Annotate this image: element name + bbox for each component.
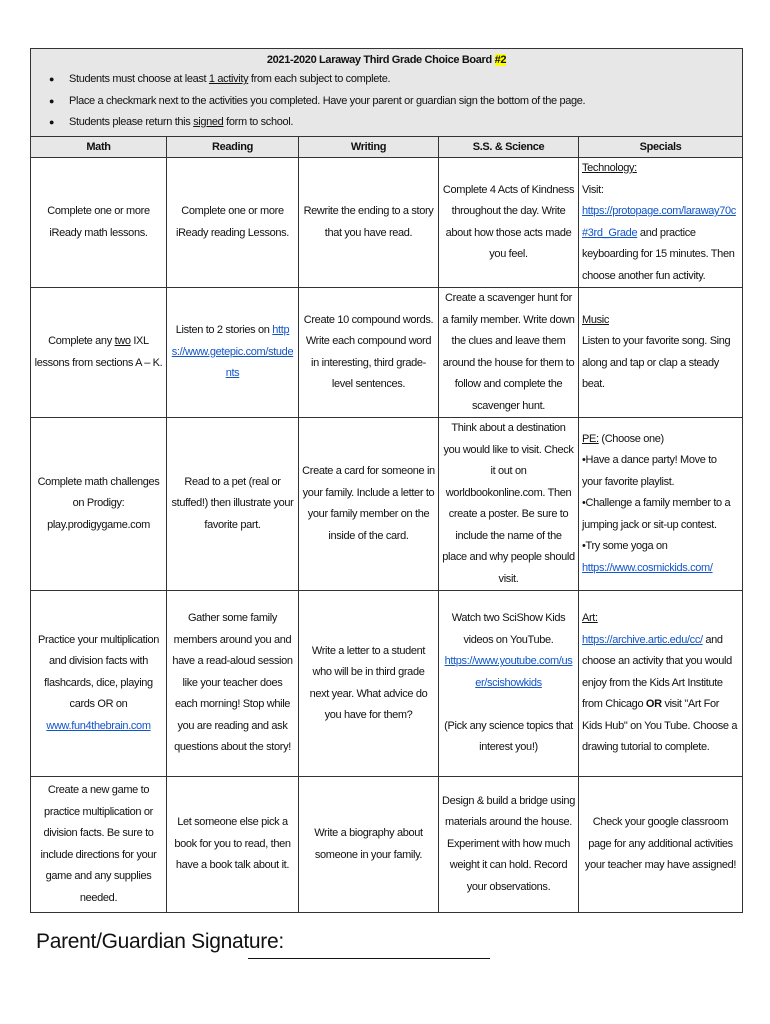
signature-label: Parent/Guardian Signature:	[36, 930, 284, 953]
writing-cell: Create a card for someone in your family. Include a letter to your family member on the inside of the card.	[299, 418, 439, 591]
writing-cell: Write a letter to a student who will be in third grade next year. What advice do you have for them?	[299, 591, 439, 777]
reading-cell: Complete one or more iReady reading Lessons.	[167, 158, 299, 288]
table-row	[31, 591, 743, 777]
math-cell	[31, 591, 167, 777]
cell-text: Watch two SciShow Kids videos on YouTube.	[451, 612, 566, 646]
specials-text: •Try some yoga on	[582, 540, 668, 553]
specials-text: (Choose one)	[598, 432, 664, 445]
specials-text: •Challenge a family member to a jumping jack or sit-up contest.	[582, 497, 731, 531]
specials-title: Music	[582, 313, 609, 326]
scishow-link[interactable]: https://www.youtube.com/user/scishowkids	[444, 655, 573, 689]
cell-text: (Pick any science topics that interest you!)	[444, 719, 573, 754]
specials-text: and practice keyboarding for 15 minutes. Then choose another fun activity.	[582, 226, 735, 282]
protopage-link[interactable]: https://protopage.com/laraway70c#3rd_Grade	[582, 205, 736, 239]
cell-text: Practice your multiplication and division facts with flashcards, dice, playing cards OR on	[37, 633, 160, 711]
board-header	[31, 49, 743, 137]
getepic-link[interactable]: https://www.getepic.com/students	[171, 324, 294, 380]
table-row	[31, 288, 743, 418]
science-cell	[439, 591, 579, 777]
instruction-emphasis: 1 activity	[208, 73, 249, 85]
choice-board-table	[30, 48, 743, 913]
specials-text: •Have a dance party! Move to your favorite playlist.	[582, 454, 717, 488]
specials-title: PE:	[582, 432, 599, 445]
specials-title: Art:	[582, 612, 598, 625]
cell-text: Complete any	[48, 335, 115, 347]
instructions-list	[31, 69, 742, 134]
instruction-item	[49, 112, 742, 134]
specials-text: Visit:	[582, 183, 604, 196]
science-cell: Complete 4 Acts of Kindness throughout the day. Write about how those acts made you feel.	[439, 158, 579, 288]
board-title	[31, 51, 742, 69]
specials-text: Listen to your favorite song. Sing along and tap or clap a steady beat.	[582, 335, 731, 390]
math-cell: Create a new game to practice multiplication or division facts. Be sure to include directions for your game and any supplies needed.	[31, 777, 167, 913]
table-row	[31, 777, 743, 913]
column-header-math: Math	[31, 137, 167, 158]
column-headers	[31, 137, 743, 158]
specials-cell: Check your google classroom page for any additional activities your teacher may have assigned!	[579, 777, 743, 913]
instruction-emphasis: signed	[193, 116, 224, 128]
instruction-text: form to school.	[223, 116, 294, 128]
instruction-text: from each subject to complete.	[248, 73, 391, 85]
column-header-reading: Reading	[167, 137, 299, 158]
specials-text: visit "Art For Kids Hub" on You Tube. Choose a drawing tutorial to complete.	[582, 698, 738, 754]
math-cell: Complete math challenges on Prodigy: play.prodigygame.com	[31, 418, 167, 591]
column-header-specials: Specials	[579, 137, 743, 158]
reading-cell: Let someone else pick a book for you to read, then have a book talk about it.	[167, 777, 299, 913]
column-header-science: S.S. & Science	[439, 137, 579, 158]
instruction-text: Students must choose at least	[69, 73, 209, 85]
specials-emphasis: OR	[645, 698, 662, 711]
instruction-text: Place a checkmark next to the activities you completed. Have your parent or guardian sign the bottom of the page.	[69, 94, 586, 107]
writing-cell: Rewrite the ending to a story that you have read.	[299, 158, 439, 288]
instruction-item	[49, 91, 742, 113]
math-cell	[31, 288, 167, 418]
cosmickids-link[interactable]: https://www.cosmickids.com/	[582, 561, 713, 574]
specials-cell	[579, 418, 743, 591]
specials-cell	[579, 591, 743, 777]
reading-cell: Gather some family members around you and have a read-aloud session like your teacher does each morning! Stop while you are reading and ask questions about the story!	[167, 591, 299, 777]
specials-cell	[579, 158, 743, 288]
specials-cell	[579, 288, 743, 418]
science-cell: Create a scavenger hunt for a family member. Write down the clues and leave them around the house for them to follow and complete the scavenger hunt.	[439, 288, 579, 418]
science-cell: Think about a destination you would like to visit. Check it out on worldbookonline.com. Then create a poster. Be sure to include the name of the place and why people should visit.	[439, 418, 579, 591]
table-row	[31, 418, 743, 591]
table-row	[31, 158, 743, 288]
signature-line[interactable]	[248, 958, 490, 959]
math-cell: Complete one or more iReady math lessons.	[31, 158, 167, 288]
reading-cell	[167, 288, 299, 418]
writing-cell: Create 10 compound words. Write each compound word in interesting, third grade-level sentences.	[299, 288, 439, 418]
instruction-item	[49, 69, 742, 91]
artic-link[interactable]: https://archive.artic.edu/cc/	[582, 633, 703, 646]
cell-emphasis: two	[114, 335, 131, 347]
reading-cell: Read to a pet (real or stuffed!) then illustrate your favorite part.	[167, 418, 299, 591]
specials-text: and choose an activity that you would enjoy from the Kids Art Institute from Chicago	[582, 633, 732, 711]
science-cell: Design & build a bridge using materials around the house. Experiment with how much weight it can hold. Record your observations.	[439, 777, 579, 913]
specials-title: Technology:	[582, 162, 637, 174]
fun4thebrain-link[interactable]: www.fun4thebrain.com	[46, 719, 151, 732]
board-number-highlight: #2	[494, 54, 507, 66]
cell-text: IXL lessons from sections A – K.	[34, 335, 163, 369]
writing-cell: Write a biography about someone in your family.	[299, 777, 439, 913]
column-header-writing: Writing	[299, 137, 439, 158]
board-title-text: 2021-2020 Laraway Third Grade Choice Board	[266, 54, 492, 66]
cell-text: Listen to 2 stories on	[175, 324, 273, 337]
instruction-text: Students please return this	[69, 116, 194, 128]
